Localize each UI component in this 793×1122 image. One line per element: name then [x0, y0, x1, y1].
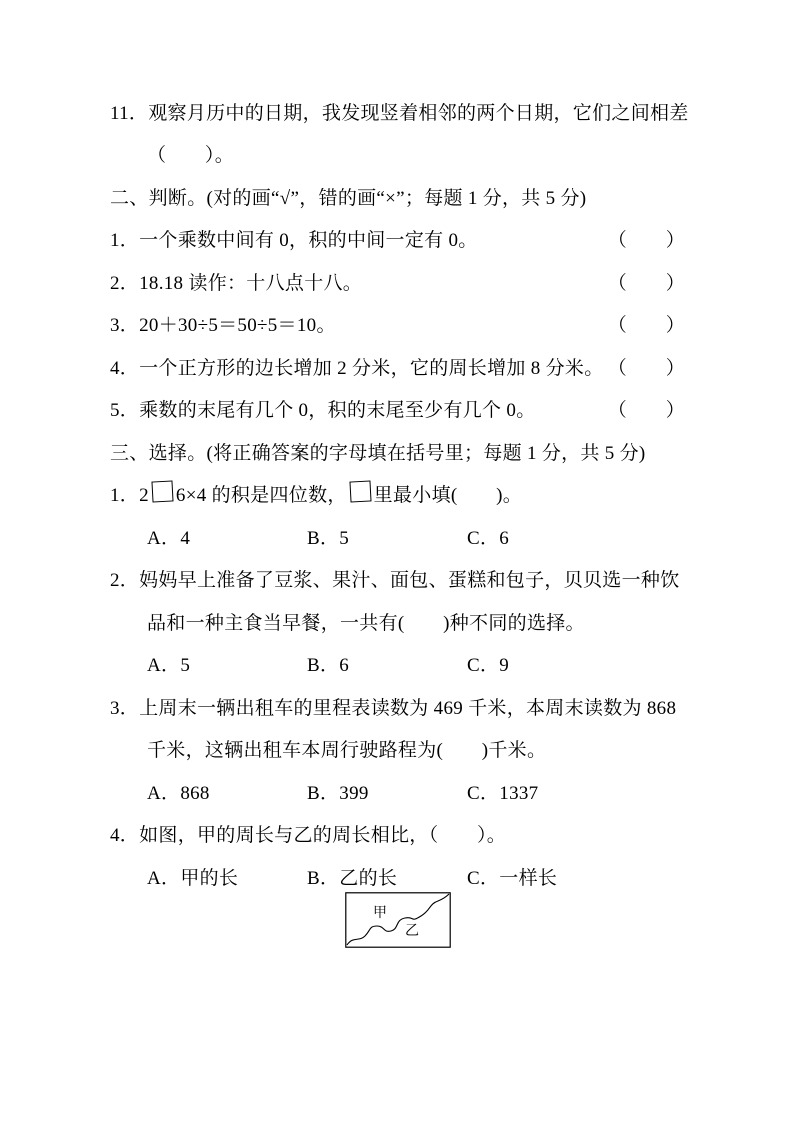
- judge-item-3: [110, 303, 685, 346]
- choice-1-stem: [110, 473, 685, 516]
- judge-item-5-blank: （ ）: [607, 400, 685, 422]
- choice-1-options: [110, 515, 685, 558]
- judge-item-1-text: 1．一个乘数中间有 0，积的中间一定有 0。: [110, 230, 478, 252]
- choice-3-option-b: B．399: [307, 782, 369, 804]
- question-11-line-1: 11．观察月历中的日期，我发现竖着相邻的两个日期，它们之间相差: [110, 102, 689, 124]
- perimeter-figure-drawing: [345, 892, 451, 948]
- judge-item-1: [110, 218, 685, 261]
- choice-2-stem-line-2: 品和一种主食当早餐，一共有( )种不同的选择。: [147, 612, 585, 634]
- judge-item-4-text: 4．一个正方形的边长增加 2 分米，它的周长增加 8 分米。: [110, 357, 604, 379]
- section-choice-header: 三、选择。(将正确答案的字母填在括号里；每题 1 分，共 5 分): [110, 442, 646, 464]
- choice-4-stem: 4．如图，甲的周长与乙的周长相比，（ ）。: [110, 825, 507, 847]
- judge-item-5-text: 5．乘数的末尾有几个 0，积的末尾至少有几个 0。: [110, 400, 536, 422]
- judge-item-4-blank: （ ）: [607, 357, 685, 379]
- choice-1-stem-pre: 1．2: [110, 485, 149, 507]
- choice-3-stem-line-1: 3．上周末一辆出租车的里程表读数为 469 千米，本周末读数为 868: [110, 697, 677, 719]
- judge-item-5: [110, 388, 685, 431]
- judge-item-2: [110, 260, 685, 303]
- choice-3-option-a: A．868: [147, 782, 210, 804]
- judge-item-1-blank: （ ）: [607, 230, 685, 252]
- choice-4-option-b: B．乙的长: [307, 867, 398, 889]
- choice-1-stem-mid: 6×4 的积是四位数，: [175, 485, 347, 507]
- choice-3-stem-line-2: 千米，这辆出租车本周行驶路程为( )千米。: [147, 740, 547, 762]
- judge-item-4: [110, 345, 685, 388]
- figure-label-yi: 乙: [404, 923, 419, 939]
- section-judge-header: 二、判断。(对的画“√”，错的画“×”；每题 1 分，共 5 分): [110, 187, 587, 209]
- judge-item-3-blank: （ ）: [607, 315, 685, 337]
- choice-3-option-c: C．1337: [467, 782, 539, 804]
- judge-item-2-text: 2．18.18 读作：十八点十八。: [110, 272, 363, 294]
- choice-2-option-c: C．9: [467, 655, 510, 677]
- choice-1-option-b: B．5: [307, 527, 350, 549]
- choice-1-stem-post: 里最小填( )。: [373, 485, 523, 507]
- perimeter-figure: [110, 892, 685, 948]
- choice-2-stem-line-1: 2．妈妈早上准备了豆浆、果汁、面包、蛋糕和包子，贝贝选一种饮: [110, 570, 680, 592]
- judge-item-2-blank: （ ）: [607, 272, 685, 294]
- blank-box: [349, 481, 371, 503]
- judge-item-3-text: 3．20＋30÷5＝50÷5＝10。: [110, 315, 336, 337]
- choice-4-option-c: C．一样长: [467, 867, 558, 889]
- choice-2-option-a: A．5: [147, 655, 191, 677]
- choice-1-option-c: C．6: [467, 527, 510, 549]
- choice-2-options: [110, 643, 685, 686]
- figure-label-jia: 甲: [372, 905, 387, 921]
- dividing-wavy-line: [347, 894, 449, 945]
- choice-3-options: [110, 770, 685, 813]
- choice-1-option-a: A．4: [147, 527, 191, 549]
- choice-4-option-a: A．甲的长: [147, 867, 239, 889]
- blank-box: [151, 481, 173, 503]
- choice-2-option-b: B．6: [307, 655, 350, 677]
- question-11-answer-blank: （ ）。: [147, 145, 235, 167]
